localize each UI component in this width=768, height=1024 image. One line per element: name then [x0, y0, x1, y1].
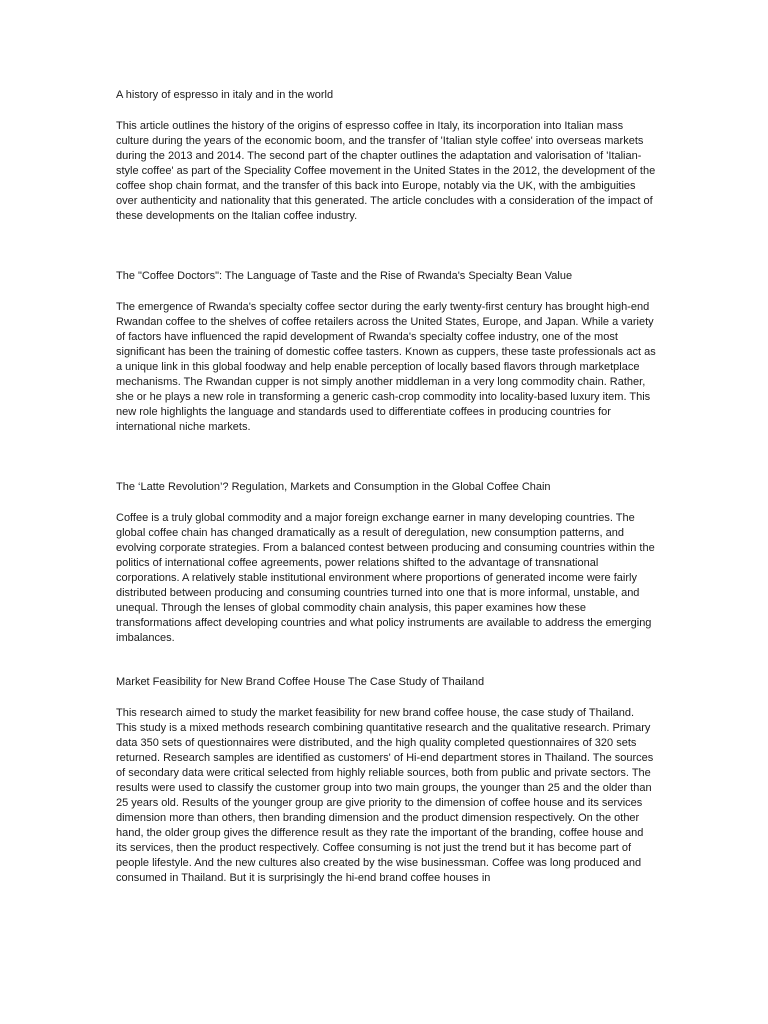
article-section — [116, 480, 656, 646]
article-title: The "Coffee Doctors": The Language of Taste and the Rise of Rwanda's Specialty Bean Value — [116, 270, 573, 282]
article-section — [116, 675, 656, 886]
section-spacer — [116, 646, 656, 675]
article-abstract: This article outlines the history of the origins of espresso coffee in Italy, its incorporation into Italian mass culture during the years of the economic boom, and the transfer of 'Italian style coffee' into overseas markets during the 2013 and 2014. The second part of the chapter outlines the adaptation and valorisation of 'Italian-style coffee' as part of the Speciality Coffee movement in the United States in the 2012, the development of the coffee shop chain format, and the transfer of this back into Europe, notably via the UK, with the ambiguities over authenticity and nationality that this generated. The article concludes with a consideration of the impact of these developments on the Italian coffee industry. — [116, 120, 656, 222]
article-title: Market Feasibility for New Brand Coffee House The Case Study of Thailand — [116, 676, 485, 688]
article-title: The ‘Latte Revolution’? Regulation, Markets and Consumption in the Global Coffee Chain — [116, 481, 551, 493]
article-abstract: The emergence of Rwanda's specialty coffee sector during the early twenty-first century has brought high-end Rwandan coffee to the shelves of coffee retailers across the United States, Europe, and Japan. While a variety of factors have influenced the rapid development of Rwanda's specialty coffee industry, one of the most significant has been the training of domestic coffee tasters. Known as cuppers, these taste professionals act as a unique link in this global foodway and help enable perception of locally based flavors through marketplace mechanisms. The Rwandan cupper is not simply another middleman in a very long commodity chain. Rather, she or he plays a new role in transforming a generic cash-crop commodity into locality-based luxury item. This new role highlights the language and standards used to differentiate coffees in producing countries for international niche markets. — [116, 301, 656, 433]
article-abstract: Coffee is a truly global commodity and a major foreign exchange earner in many developing countries. The global coffee chain has changed dramatically as a result of deregulation, new consumption patterns, and evolving corporate strategies. From a balanced contest between producing and consuming countries within the politics of international coffee agreements, power relations shifted to the advantage of transnational corporations. A relatively stable institutional environment where proportions of generated income were fairly distributed between producing and consuming countries turned into one that is more informal, unstable, and unequal. Through the lenses of global commodity chain analysis, this paper examines how these transformations affect developing countries and what policy instruments are available to address the emerging imbalances. — [116, 512, 655, 644]
article-title: A history of espresso in italy and in the world — [116, 89, 334, 101]
article-abstract: This research aimed to study the market feasibility for new brand coffee house, the case study of Thailand. This study is a mixed methods research combining quantitative research and the qualitative research. Primary data 350 sets of questionnaires were distributed, and the high quality completed questionnaires of 320 sets returned. Research samples are identified as customers' of Hi-end department stores in Thailand. The sources of secondary data were critical selected from highly reliable sources, both from public and private sectors. The results were used to classify the customer group into two main groups, the younger than 25 and the older than 25 years old. Results of the younger group are give priority to the dimension of coffee house and its services dimension more than others, then branding dimension and the product dimension respectively. On the other hand, the older group gives the difference result as they rate the important of the branding, coffee house and its services, then the product respectively. Coffee consuming is not just the trend but it has become part of people lifestyle. And the new cultures also created by the wise businessman. Coffee was long produced and consumed in Thailand. But it is surprisingly the hi-end brand coffee houses in — [116, 707, 654, 884]
section-spacer — [116, 224, 656, 269]
document-content — [116, 88, 656, 886]
article-section — [116, 88, 656, 224]
article-section — [116, 269, 656, 435]
section-spacer — [116, 435, 656, 480]
